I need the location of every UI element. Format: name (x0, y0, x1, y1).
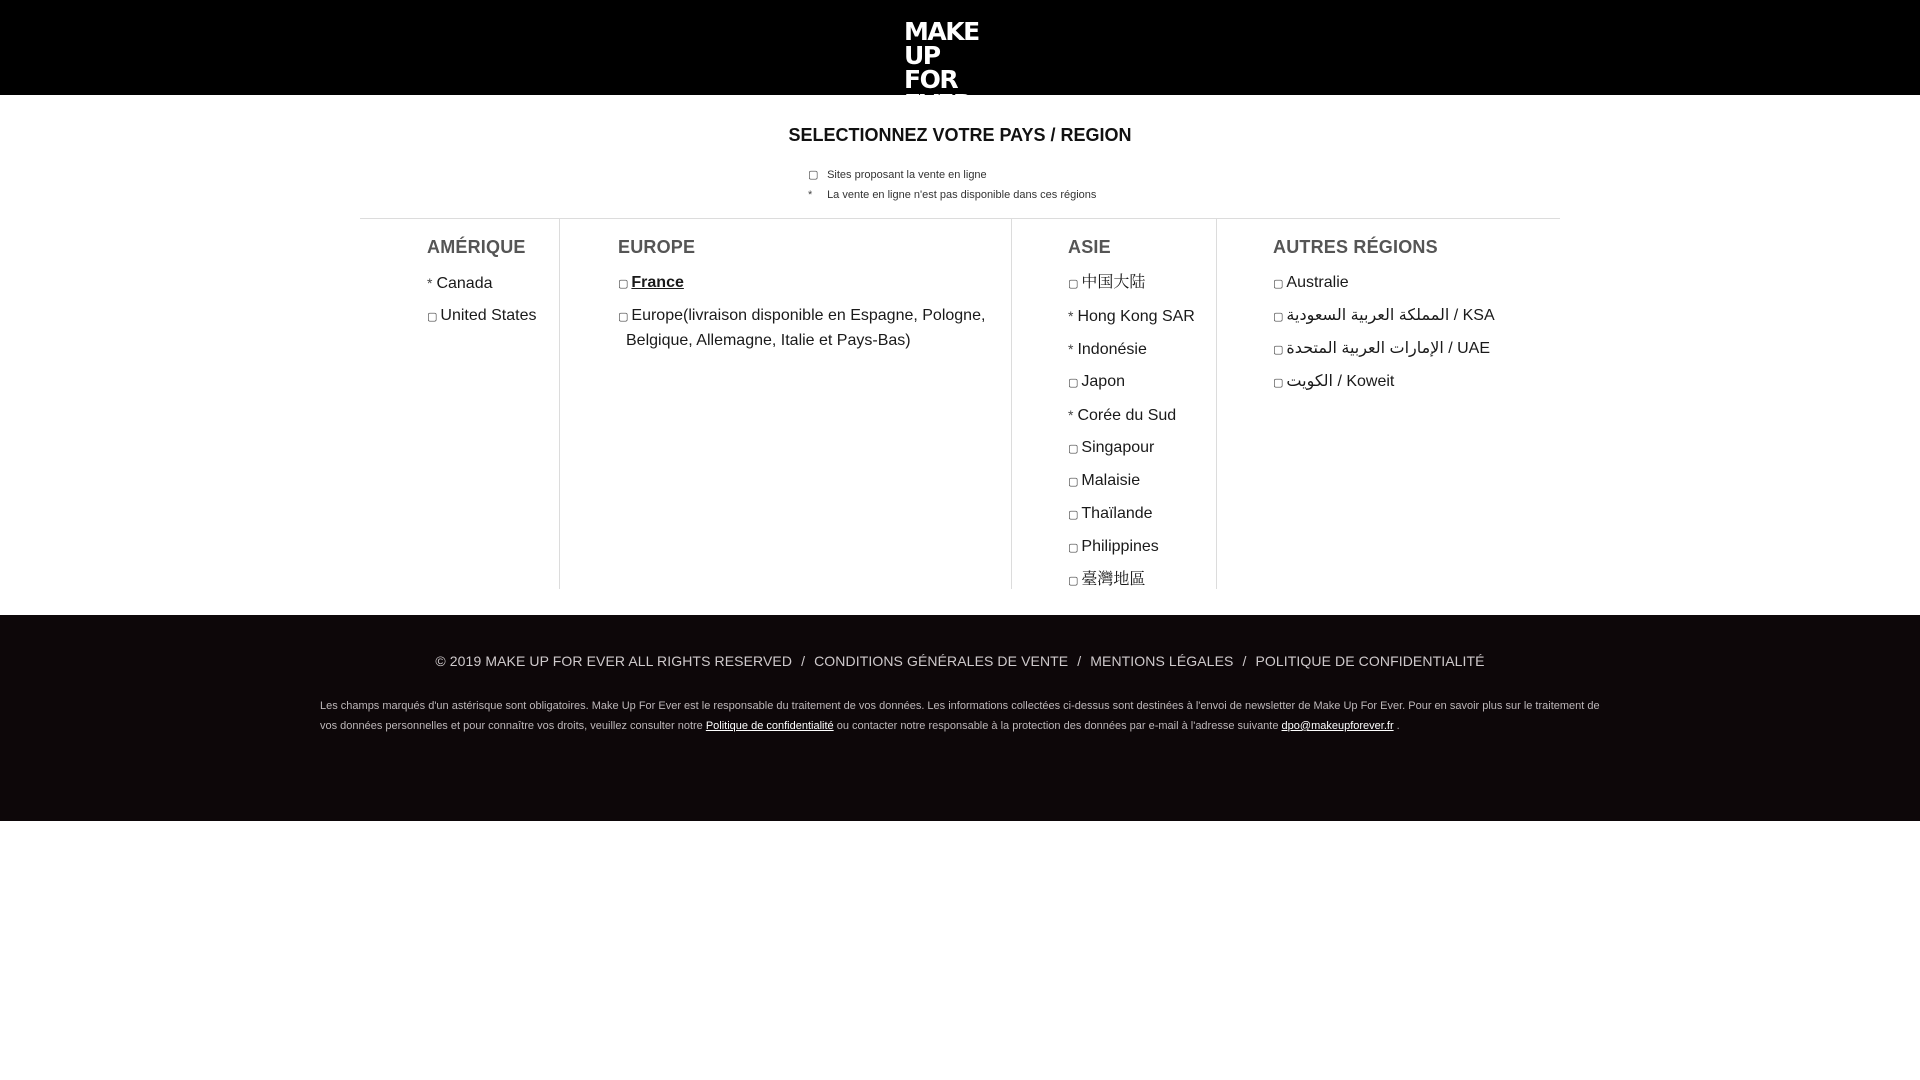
bag-icon: ▢ (1068, 476, 1079, 488)
list-item (618, 271, 1008, 296)
list-item (1273, 271, 1553, 296)
list-item (1068, 271, 1213, 296)
list-item (1068, 436, 1213, 461)
privacy-link[interactable]: POLITIQUE DE CONFIDENTIALITÉ (1255, 653, 1485, 669)
country-link-uae[interactable]: الإمارات العربية المتحدة / UAE (1286, 340, 1491, 357)
logo-line-2: FOR (904, 65, 958, 94)
privacy-notice (320, 696, 1600, 736)
bag-icon: ▢ (618, 311, 629, 323)
country-list (1273, 271, 1553, 403)
bag-icon: ▢ (1068, 542, 1079, 554)
dpo-email-link[interactable]: dpo@makeupforever.fr (1281, 720, 1394, 732)
site-footer (0, 615, 1920, 821)
list-item (1068, 568, 1213, 593)
country-link-malaysia[interactable]: Malaisie (1081, 472, 1141, 489)
bag-icon: ▢ (1068, 575, 1079, 587)
list-item (1273, 370, 1553, 395)
notice-end: . (1396, 720, 1400, 732)
country-link-australia[interactable]: Australie (1286, 274, 1349, 291)
bag-icon: ▢ (1068, 509, 1079, 521)
brand-logo[interactable] (904, 17, 1016, 94)
legend-online-label: Sites proposant la vente en ligne (827, 169, 987, 181)
page-title: SELECTIONNEZ VOTRE PAYS / REGION (788, 125, 1132, 145)
bag-icon: ▢ (1068, 443, 1079, 455)
country-link-indonesia[interactable]: Indonésie (1077, 341, 1147, 358)
country-list (1068, 271, 1213, 601)
footer-links (0, 653, 1920, 669)
list-item (1068, 469, 1213, 494)
country-link-united-states[interactable]: United States (440, 307, 537, 324)
asterisk-icon: * (427, 275, 433, 291)
notice-text: Les champs marqués d'un astérisque sont obligatoires. Make Up For Ever est le responsable du traitement de vos données. Les informations collectées ci-dessus sont destinées à l'envoi de newsletter de Make Up For Ever. Pour en savoir plus sur le traitement de vos données personnelles et pour connaître vos droits, veuillez consulter notre (320, 700, 1600, 732)
notice-text: ou contacter notre responsable à la protection des données par e-mail à l'adresse suivante (836, 720, 1279, 732)
cgv-link[interactable]: CONDITIONS GÉNÉRALES DE VENTE (814, 653, 1069, 669)
country-link-taiwan[interactable]: 臺灣地區 (1081, 571, 1146, 588)
list-item (1273, 304, 1553, 329)
list-item (1068, 304, 1213, 329)
country-list (618, 271, 1008, 361)
list-item (1068, 535, 1213, 560)
bag-icon: ▢ (808, 169, 819, 181)
bag-icon: ▢ (1273, 311, 1284, 323)
country-link-singapore[interactable]: Singapour (1081, 439, 1155, 456)
bag-icon: ▢ (1273, 344, 1284, 356)
footer-separator: / (1077, 653, 1082, 669)
bag-icon: ▢ (1273, 278, 1284, 290)
country-link-thailand[interactable]: Thaïlande (1081, 505, 1153, 522)
asterisk-icon: * (1068, 308, 1074, 324)
privacy-policy-link[interactable]: Politique de confidentialité (705, 720, 834, 732)
copyright-text: © 2019 MAKE UP FOR EVER ALL RIGHTS RESERVED (435, 653, 793, 669)
region-heading: ASIE (1068, 237, 1111, 257)
country-link-ksa[interactable]: المملكة العربية السعودية / KSA (1286, 307, 1495, 324)
asterisk-icon: * (1068, 341, 1074, 357)
region-column-asie (1012, 219, 1217, 589)
footer-separator: / (1242, 653, 1247, 669)
country-link-japan[interactable]: Japon (1081, 373, 1125, 390)
list-item (1273, 337, 1553, 362)
legend-offline (808, 185, 1096, 205)
country-link-kuwait[interactable]: الكويت / Koweit (1286, 373, 1395, 390)
list-item (1068, 502, 1213, 527)
bag-icon: ▢ (1068, 278, 1079, 290)
list-item (1068, 403, 1213, 428)
asterisk-icon: * (1068, 407, 1074, 423)
country-selector (0, 95, 1920, 615)
list-item (1068, 370, 1213, 395)
list-item (618, 304, 1008, 353)
country-link-europe[interactable]: Europe(livraison disponible en Espagne, Pologne, Belgique, Allemagne, Italie et Pays-Bas) (626, 307, 986, 349)
region-heading: AMÉRIQUE (427, 237, 526, 257)
bag-icon: ▢ (1068, 377, 1079, 389)
list-item (1068, 337, 1213, 362)
region-heading: AUTRES RÉGIONS (1273, 237, 1438, 257)
region-column-amerique (360, 219, 560, 589)
region-column-europe (560, 219, 1012, 589)
bag-icon: ▢ (427, 311, 438, 323)
bag-icon: ▢ (1273, 377, 1284, 389)
country-link-china[interactable]: 中国大陆 (1081, 274, 1146, 291)
list-item (427, 304, 557, 329)
site-header (0, 0, 1920, 95)
legend (808, 165, 1096, 205)
list-item (427, 271, 557, 296)
legend-online (808, 165, 1096, 185)
logo-line-1: MAKE UP (904, 17, 979, 70)
legend-offline-label: La vente en ligne n'est pas disponible dans ces régions (827, 189, 1097, 201)
region-heading: EUROPE (618, 237, 696, 257)
footer-separator: / (801, 653, 806, 669)
country-link-france[interactable]: France (631, 274, 684, 291)
legal-link[interactable]: MENTIONS LÉGALES (1090, 653, 1234, 669)
country-list (427, 271, 557, 337)
country-link-south-korea[interactable]: Corée du Sud (1077, 407, 1177, 424)
country-link-philippines[interactable]: Philippines (1081, 538, 1159, 555)
region-column-autres (1217, 219, 1560, 589)
bag-icon: ▢ (618, 278, 629, 290)
asterisk-icon: * (808, 189, 813, 201)
country-link-canada[interactable]: Canada (436, 275, 493, 292)
country-link-hong-kong[interactable]: Hong Kong SAR (1077, 308, 1195, 325)
